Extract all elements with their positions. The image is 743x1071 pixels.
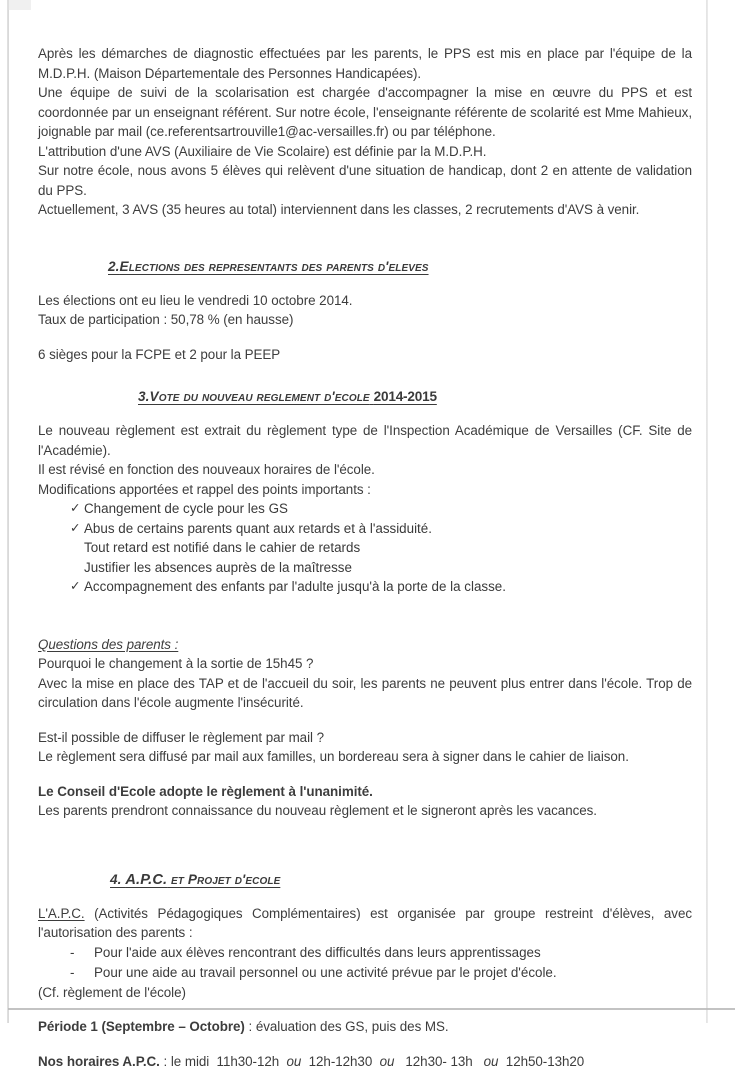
list-item-label: Changement de cycle pour les GS	[84, 501, 288, 516]
list-item	[38, 963, 692, 983]
list-item	[38, 519, 692, 539]
intro-paragraph-1: Après les démarches de diagnostic effectuées par les parents, le PPS est mis en place par l'équipe de la M.D.P.H. (Maison Départementale des Personnes Handicapées).	[38, 44, 692, 83]
questions-heading: Questions des parents :	[38, 637, 178, 652]
horaires-apc-intro: : le midi	[160, 1054, 209, 1069]
list-item-label: Pour une aide au travail personnel ou une activité prévue par le projet d'école.	[94, 965, 557, 980]
horaires-apc-line	[38, 1052, 692, 1071]
section-3-number: 3.	[138, 389, 150, 404]
section-2-title: Elections des representants des parents d'eleves	[120, 259, 429, 274]
question-2: Est-il possible de diffuser le règlement par mail ?	[38, 728, 692, 748]
intro-paragraph-4: Sur notre école, nous avons 5 élèves qui relèvent d'une situation de handicap, dont 2 en attente de validation du PPS.	[38, 161, 692, 200]
horaire-separator: ou	[484, 1054, 499, 1069]
questions-section	[38, 635, 692, 821]
list-item	[38, 499, 692, 519]
section-4	[38, 871, 692, 1071]
check-icon: ✓	[70, 577, 80, 597]
section-2-heading-row	[38, 258, 692, 276]
check-icon: ✓	[70, 499, 80, 519]
periode-1-label: Période 1 (Septembre – Octobre)	[38, 1019, 245, 1034]
document-body	[38, 44, 692, 1071]
intro-paragraph-5: Actuellement, 3 AVS (35 heures au total) interviennent dans les classes, 2 recrutements d'AVS à venir.	[38, 200, 692, 220]
section-4-heading-row	[38, 871, 692, 889]
adoption-note: Les parents prendront connaissance du nouveau règlement et le signeront après les vacances.	[38, 801, 692, 821]
section-2-seats: 6 sièges pour la FCPE et 2 pour la PEEP	[38, 345, 692, 365]
dash-bullet-icon: -	[70, 943, 74, 963]
scan-edge-left	[7, 0, 9, 1023]
horaire-slot-3: 12h30- 13h	[405, 1054, 472, 1069]
section-2	[38, 258, 692, 365]
scan-edge-right	[706, 0, 708, 1023]
list-item-label: Abus de certains parents quant aux retards et à l'assiduité.	[84, 521, 432, 536]
intro-paragraph-2: Une équipe de suivi de la scolarisation est chargée d'accompagner la mise en œuvre du PPS et est coordonnée par un enseignant référent. Sur notre école, l'enseignante référente de scolarité est Mme Mahieux, joignable par mail (ce.referentsartrouville1@ac-versailles.fr) ou par téléphone.	[38, 83, 692, 142]
section-3-paragraph-2: Il est révisé en fonction des nouveaux horaires de l'école.	[38, 460, 692, 480]
section-3-heading	[138, 389, 437, 404]
section-3-years: 2014-2015	[374, 389, 437, 404]
section-3-check-list-last	[38, 577, 692, 597]
section-4-heading	[110, 872, 280, 888]
horaire-separator: ou	[286, 1054, 301, 1069]
section-3-subitem-1: Tout retard est notifié dans le cahier de retards	[38, 538, 692, 558]
horaire-slot-1: 11h30-12h	[217, 1054, 280, 1069]
section-2-heading	[108, 259, 429, 274]
horaire-slot-4: 12h50-13h20	[506, 1054, 584, 1069]
apc-lead-rest: (Activités Pédagogiques Complémentaires) est organisée par groupe restreint d'élèves, avec l'autorisation des parents :	[38, 906, 692, 941]
check-icon: ✓	[70, 519, 80, 539]
section-3-paragraph-3: Modifications apportées et rappel des points importants :	[38, 480, 692, 500]
section-4-reference: (Cf. règlement de l'école)	[38, 983, 692, 1003]
section-3-subitem-2: Justifier les absences auprès de la maîtresse	[38, 558, 692, 578]
periode-1-detail: : évaluation des GS, puis des MS.	[245, 1019, 449, 1034]
section-4-title-acronym: A.P.C.	[125, 872, 167, 888]
answer-1: Avec la mise en place des TAP et de l'accueil du soir, les parents ne peuvent plus entrer dans l'école. Trop de circulation dans l'école augmente l'insécurité.	[38, 674, 692, 713]
list-item	[38, 943, 692, 963]
section-4-lead	[38, 904, 692, 943]
apc-acronym: L'A.P.C.	[38, 906, 85, 921]
list-item-label: Accompagnement des enfants par l'adulte jusqu'à la porte de la classe.	[84, 579, 506, 594]
list-item	[38, 577, 692, 597]
intro-section	[38, 44, 692, 220]
section-4-dash-list	[38, 943, 692, 983]
periode-1-line	[38, 1017, 692, 1037]
answer-2: Le règlement sera diffusé par mail aux familles, un bordereau sera à signer dans le cahier de liaison.	[38, 747, 692, 767]
section-2-line-2: Taux de participation : 50,78 % (en hausse)	[38, 310, 692, 330]
section-4-number: 4.	[110, 872, 125, 887]
question-1: Pourquoi le changement à la sortie de 15h45 ?	[38, 654, 692, 674]
intro-paragraph-3: L'attribution d'une AVS (Auxiliaire de Vie Scolaire) est définie par la M.D.P.H.	[38, 142, 692, 162]
section-3	[38, 388, 692, 597]
horaires-apc-label: Nos horaires A.P.C.	[38, 1054, 160, 1069]
horaire-slot-2: 12h-12h30	[309, 1054, 373, 1069]
adoption-statement: Le Conseil d'Ecole adopte le règlement à l'unanimité.	[38, 782, 692, 802]
section-4-title-rest: et Projet d'ecole	[167, 872, 280, 887]
section-2-line-1: Les élections ont eu lieu le vendredi 10 octobre 2014.	[38, 291, 692, 311]
section-3-check-list	[38, 499, 692, 538]
section-2-number: 2.	[108, 259, 120, 274]
dash-bullet-icon: -	[70, 963, 74, 983]
section-3-heading-row	[38, 388, 692, 406]
questions-heading-row	[38, 635, 692, 655]
scan-corner-artifact	[7, 0, 31, 10]
list-item-label: Pour l'aide aux élèves rencontrant des difficultés dans leurs apprentissages	[94, 945, 541, 960]
horaire-separator: ou	[380, 1054, 395, 1069]
section-3-title: Vote du nouveau reglement d'ecole	[150, 389, 370, 404]
section-3-paragraph-1: Le nouveau règlement est extrait du règlement type de l'Inspection Académique de Versailles (CF. Site de l'Académie).	[38, 421, 692, 460]
